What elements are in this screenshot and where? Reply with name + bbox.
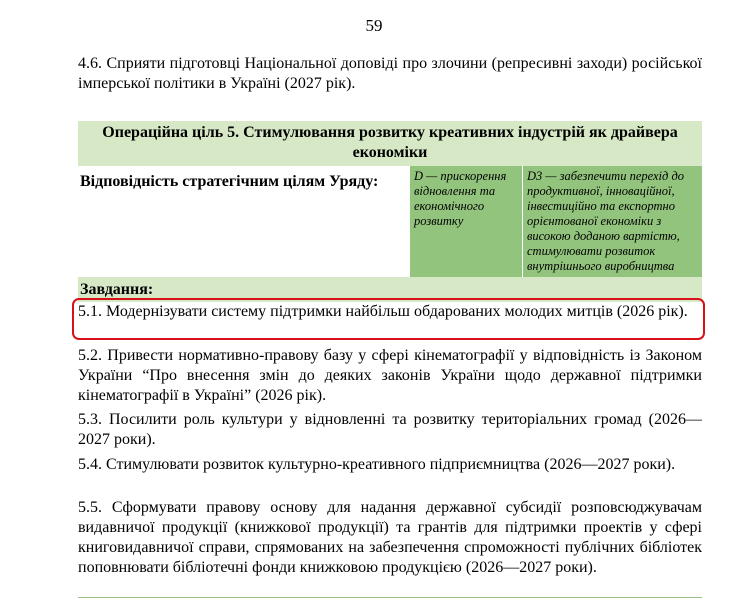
- alignment-label: Відповідність стратегічним цілям Уряду:: [80, 173, 379, 190]
- table-bottom-border: [78, 597, 702, 598]
- operational-goal-table: [78, 121, 702, 302]
- task-5-4: 5.4. Стимулювати розвиток культурно-креативного підприємництва (2026—2027 роки).: [78, 456, 676, 473]
- highlight-annotation-box: [72, 298, 705, 340]
- goal-heading: Операційна ціль 5. Стимулювання розвитку креативних індустрій як драйвера економіки: [78, 121, 702, 166]
- tasks-header: Завдання:: [78, 277, 702, 302]
- task-5-5: 5.5. Сформувати правову основу для надання державної субсидії розповсюджувачам видавничої продукції (книжкової продукції) та грантів для підтримки проектів у сфері книговидавничої справи, спрямованих на забезпечення спроможності публічних бібліотек поповнювати бібліотечні фонди книжковою продукцією (2026—2027 роки).: [78, 499, 702, 576]
- intro-item-4-6: 4.6. Сприяти підготовці Національної доповіді про злочини (репресивні заходи) російської імперської політики в Україні (2027 рік).: [78, 55, 702, 92]
- task-5-3: 5.3. Посилити роль культури у відновленні та розвитку територіальних громад (2026—2027 роки).: [78, 411, 702, 448]
- task-5-2: 5.2. Привести нормативно-правову базу у сфері кінематографії у відповідність із Законом України “Про внесення змін до деяких законів України щодо державної підтримки кінематографії в Україні” (2026 рік).: [78, 347, 702, 404]
- strategic-goal-d: D — прискорення відновлення та економічного розвитку: [410, 166, 523, 277]
- strategic-goal-d3: D3 — забезпечити перехід до продуктивної, інноваційної, інвестиційно та експортно орієнтованої економіки з високою доданою вартістю, стимулювати розвиток внутрішнього виробництва: [523, 166, 702, 277]
- page-number: 59: [365, 16, 383, 35]
- alignment-row: [78, 166, 702, 277]
- task-5-1: 5.1. Модернізувати систему підтримки найбільш обдарованих молодих митців (2026 рік).: [78, 303, 688, 320]
